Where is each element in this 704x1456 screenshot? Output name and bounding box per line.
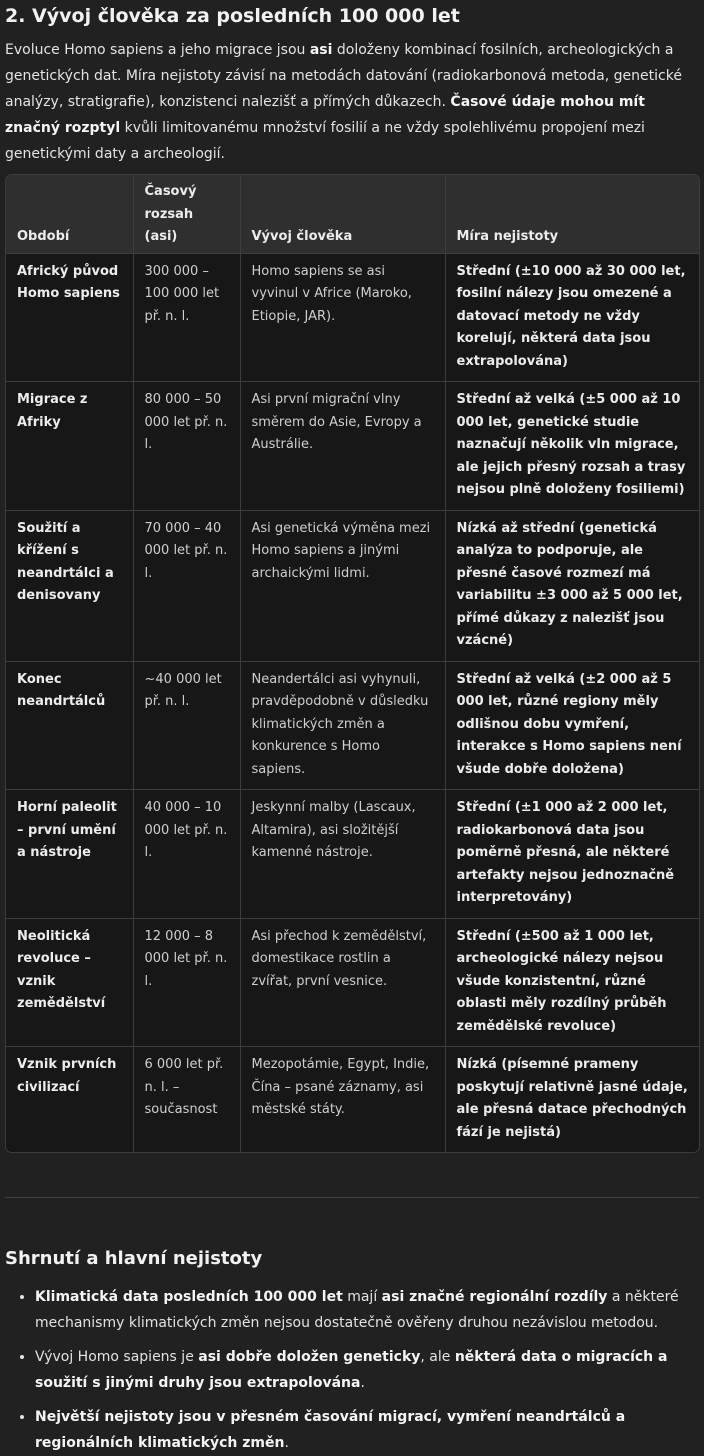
summary-text: . [284, 1435, 289, 1451]
intro-text: doloženy kombinací fosilních, archeologických a genetických dat. Míra nejistoty závisí na metodách datování (radiokarbonová metoda, genetické analýzy, stratigrafie), konzistenci nalezišť a přímých důkazech. [5, 42, 682, 110]
cell-development: Asi genetická výměna mezi Homo sapiens a jinými archaickými lidmi. [240, 510, 445, 661]
cell-uncertainty: Nízká (písemné prameny poskytují relativně jasné údaje, ale přesná datace přechodných fází je nejistá) [445, 1047, 699, 1153]
summary-list [5, 1284, 699, 1456]
section-divider [5, 1197, 699, 1198]
intro-paragraph [5, 37, 699, 167]
cell-range: 12 000 – 8 000 let př. n. l. [133, 918, 240, 1047]
intro-text: kvůli limitovanému množství fosilií a ne vždy spolehlivému propojení mezi genetickými daty a archeologií. [5, 120, 645, 162]
summary-text: a některé mechanismy klimatických změn nejsou dostatečně ověřeny druhou nezávislou metodou. [35, 1289, 679, 1331]
summary-emphasis: Největší nejistoty jsou v přesném časování migrací, vymření neandrtálců a regionálních klimatických změn [35, 1409, 626, 1451]
table-row [6, 382, 699, 511]
summary-text: . [360, 1375, 365, 1391]
timeline-table-container[interactable] [5, 174, 700, 1153]
intro-emphasis: Časové údaje mohou mít značný rozptyl [5, 94, 645, 136]
column-header-development: Vývoj člověka [240, 175, 445, 253]
table-row [6, 510, 699, 661]
cell-uncertainty: Střední (±1 000 až 2 000 let, radiokarbonová data jsou poměrně přesná, ale některé artefakty nejsou jednoznačně interpretovány) [445, 790, 699, 919]
summary-text: mají [342, 1289, 382, 1305]
list-item [35, 1344, 699, 1396]
cell-development: Mezopotámie, Egypt, Indie, Čína – psané záznamy, asi městské státy. [240, 1047, 445, 1153]
cell-period: Vznik prvních civilizací [6, 1047, 133, 1153]
cell-range: ~40 000 let př. n. l. [133, 661, 240, 790]
cell-development: Asi první migrační vlny směrem do Asie, Evropy a Austrálie. [240, 382, 445, 511]
cell-development: Homo sapiens se asi vyvinul v Africe (Maroko, Etiopie, JAR). [240, 253, 445, 382]
cell-period: Horní paleolit – první umění a nástroje [6, 790, 133, 919]
table-row [6, 790, 699, 919]
table-header-row [6, 175, 699, 253]
summary-emphasis: asi dobře doložen geneticky [198, 1349, 421, 1365]
cell-development: Asi přechod k zemědělství, domestikace rostlin a zvířat, první vesnice. [240, 918, 445, 1047]
cell-uncertainty: Střední až velká (±5 000 až 10 000 let, genetické studie naznačují několik vln migrace, ale jejich přesný rozsah a trasy nejsou plně doloženy fosiliemi) [445, 382, 699, 511]
column-header-range: Časový rozsah (asi) [133, 175, 240, 253]
table-row [6, 253, 699, 382]
list-item [35, 1284, 699, 1336]
cell-range: 6 000 let př. n. l. – současnost [133, 1047, 240, 1153]
table-row [6, 1047, 699, 1153]
cell-development: Neandertálci asi vyhynuli, pravděpodobně v důsledku klimatických změn a konkurence s Homo sapiens. [240, 661, 445, 790]
cell-period: Konec neandrtálců [6, 661, 133, 790]
cell-period: Migrace z Afriky [6, 382, 133, 511]
section-heading: 2. Vývoj člověka za posledních 100 000 let [5, 5, 460, 27]
cell-range: 300 000 – 100 000 let př. n. l. [133, 253, 240, 382]
cell-uncertainty: Nízká až střední (genetická analýza to podporuje, ale přesné časové rozmezí má variabilitu ±3 000 až 5 000 let, přímé důkazy z nalezišť jsou vzácné) [445, 510, 699, 661]
timeline-table [6, 175, 699, 1152]
cell-uncertainty: Střední (±500 až 1 000 let, archeologické nálezy nejsou všude konzistentní, různé oblasti měly rozdílný průběh zemědělské revoluce) [445, 918, 699, 1047]
summary-text: , ale [420, 1349, 455, 1365]
table-row [6, 661, 699, 790]
cell-uncertainty: Střední (±10 000 až 30 000 let, fosilní nálezy jsou omezené a datovací metody ne vždy korelují, některá data jsou extrapolována) [445, 253, 699, 382]
cell-range: 40 000 – 10 000 let př. n. l. [133, 790, 240, 919]
summary-emphasis: Klimatická data posledních 100 000 let [35, 1289, 343, 1305]
table-row [6, 918, 699, 1047]
column-header-period: Období [6, 175, 133, 253]
list-item [35, 1404, 699, 1456]
cell-period: Soužití a křížení s neandrtálci a denisovany [6, 510, 133, 661]
summary-heading: Shrnutí a hlavní nejistoty [5, 1248, 263, 1269]
intro-emphasis: asi [309, 42, 333, 58]
summary-text: Vývoj Homo sapiens je [35, 1349, 199, 1365]
cell-range: 70 000 – 40 000 let př. n. l. [133, 510, 240, 661]
column-header-uncertainty: Míra nejistoty [445, 175, 699, 253]
intro-text: Evoluce Homo sapiens a jeho migrace jsou [5, 42, 310, 58]
cell-range: 80 000 – 50 000 let př. n. l. [133, 382, 240, 511]
cell-period: Africký původ Homo sapiens [6, 253, 133, 382]
cell-uncertainty: Střední až velká (±2 000 až 5 000 let, různé regiony měly odlišnou dobu vymření, interakce s Homo sapiens není všude dobře doložena) [445, 661, 699, 790]
summary-emphasis: asi značné regionální rozdíly [381, 1289, 608, 1305]
cell-development: Jeskynní malby (Lascaux, Altamira), asi složitější kamenné nástroje. [240, 790, 445, 919]
summary-emphasis: některá data o migracích a soužití s jinými druhy jsou extrapolována [35, 1349, 668, 1391]
cell-period: Neolitická revoluce – vznik zemědělství [6, 918, 133, 1047]
